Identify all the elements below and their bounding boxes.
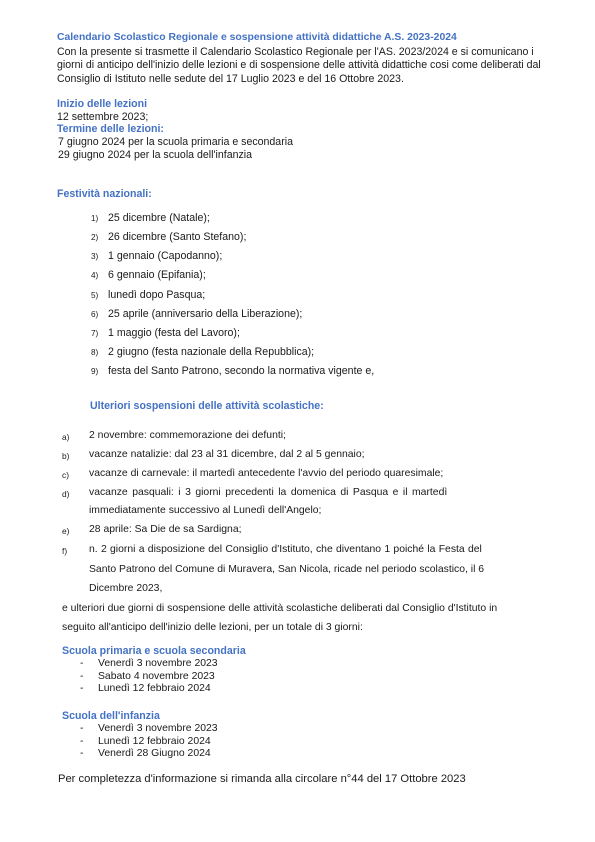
list-number: 5) [91, 291, 99, 300]
bullet-dash: - [80, 723, 84, 734]
bullet-dash: - [80, 658, 84, 669]
document-title: Calendario Scolastico Regionale e sospensione attività didattiche A.S. 2023-2024 [57, 32, 457, 43]
intro-paragraph: Con la presente si trasmette il Calendario Scolastico Regionale per l'AS. 2023/2024 e si comunicano i giorni di anticipo dell'inizio delle lezioni e di sospensione delle attività didattiche cosi come deliberati dal Consiglio di Istituto nelle sedute del 17 Luglio 2023 e del 16 Ottobre 2023. [57, 46, 541, 85]
list-item [80, 736, 211, 747]
list-item [80, 748, 211, 759]
list-item-text: 25 aprile (anniversario della Liberazione); [108, 308, 303, 320]
list-item-text: Dicembre 2023, [89, 583, 163, 594]
list-number: 9) [91, 367, 99, 376]
list-number: 2) [91, 233, 99, 242]
list-item [91, 231, 246, 243]
list-number: 7) [91, 329, 99, 338]
closing-note: Per completezza d'informazione si rimanda alla circolare n°44 del 17 Ottobre 2023 [58, 773, 466, 785]
lessons-end-value-kindergarten: 29 giugno 2024 per la scuola dell'infanzia [58, 149, 253, 161]
suspensions-heading: Ulteriori sospensioni delle attività scolastiche: [90, 400, 324, 412]
list-item [91, 212, 210, 224]
list-item-text: Venerdì 3 novembre 2023 [98, 723, 218, 734]
list-item [91, 269, 206, 281]
kindergarten-heading: Scuola dell'infanzia [62, 710, 160, 722]
list-letter: d) [62, 489, 70, 499]
list-item-text: vacanze natalizie: dal 23 al 31 dicembre, dal 2 al 5 gennaio; [89, 449, 365, 460]
list-item [80, 658, 218, 669]
bullet-dash: - [80, 748, 84, 759]
primary-secondary-heading: Scuola primaria e scuola secondaria [62, 645, 246, 657]
list-item-text: 26 dicembre (Santo Stefano); [108, 231, 247, 243]
lessons-end-heading: Termine delle lezioni: [57, 123, 164, 135]
list-item-text: 2 giugno (festa nazionale della Repubblica); [108, 346, 315, 358]
list-item [80, 723, 218, 734]
list-item-text: Venerdì 3 novembre 2023 [98, 658, 218, 669]
list-number: 4) [91, 271, 99, 280]
lessons-end-value-primary: 7 giugno 2024 per la scuola primaria e secondaria [58, 136, 293, 148]
list-item-text: 28 aprile: Sa Die de sa Sardigna; [89, 524, 242, 535]
list-number: 3) [91, 252, 99, 261]
list-item-text: Venerdì 28 Giugno 2024 [98, 748, 211, 759]
bullet-dash: - [80, 736, 84, 747]
list-item-text: 2 novembre: commemorazione dei defunti; [89, 430, 286, 441]
list-item-text: vacanze di carnevale: il martedì antecedente l'avvio del periodo quaresimale; [89, 468, 444, 479]
list-item-text: festa del Santo Patrono, secondo la normativa vigente e, [108, 365, 375, 377]
list-item [91, 346, 314, 358]
list-item-text: immediatamente successivo al Lunedì dell'Angelo; [89, 505, 322, 516]
list-item [91, 308, 302, 320]
bullet-dash: - [80, 683, 84, 694]
list-item [91, 250, 222, 262]
list-letter: e) [62, 526, 70, 536]
list-item-text: n. 2 giorni a disposizione del Consiglio d'Istituto, che diventano 1 poiché la Festa del [89, 544, 482, 555]
list-letter: b) [62, 451, 70, 461]
extra-paragraph-line: e ulteriori due giorni di sospensione delle attività scolastiche deliberati dal Consiglio d'Istituto in [62, 603, 498, 614]
list-item-text: 25 dicembre (Natale); [108, 212, 210, 224]
list-item-text: 6 gennaio (Epifania); [108, 269, 206, 281]
list-item [91, 289, 205, 301]
list-number: 6) [91, 310, 99, 319]
list-item-text: lunedì dopo Pasqua; [108, 289, 206, 301]
bullet-dash: - [80, 671, 84, 682]
list-letter: a) [62, 432, 70, 442]
list-item [91, 365, 374, 377]
list-item [80, 683, 211, 694]
list-item-text: Lunedì 12 febbraio 2024 [98, 736, 211, 747]
list-item-text: Sabato 4 novembre 2023 [98, 671, 215, 682]
list-item-text: 1 gennaio (Capodanno); [108, 250, 223, 262]
national-holidays-heading: Festività nazionali: [57, 188, 152, 200]
list-number: 1) [91, 214, 99, 223]
list-item [80, 671, 215, 682]
list-item-text: Santo Patrono del Comune di Muravera, San Nicola, ricade nel periodo scolastico, il 6 [89, 564, 485, 575]
list-letter: f) [62, 546, 68, 556]
list-item [91, 327, 240, 339]
lessons-start-heading: Inizio delle lezioni [57, 98, 148, 110]
list-number: 8) [91, 348, 99, 357]
extra-paragraph-line: seguito all'anticipo dell'inizio delle lezioni, per un totale di 3 giorni: [62, 622, 363, 633]
list-item-text: 1 maggio (festa del Lavoro); [108, 327, 240, 339]
lessons-start-value: 12 settembre 2023; [57, 111, 149, 123]
list-item-text: vacanze pasquali: i 3 giorni precedenti la domenica di Pasqua e il martedì [89, 487, 448, 498]
list-letter: c) [62, 470, 69, 480]
list-item-text: Lunedì 12 febbraio 2024 [98, 683, 211, 694]
